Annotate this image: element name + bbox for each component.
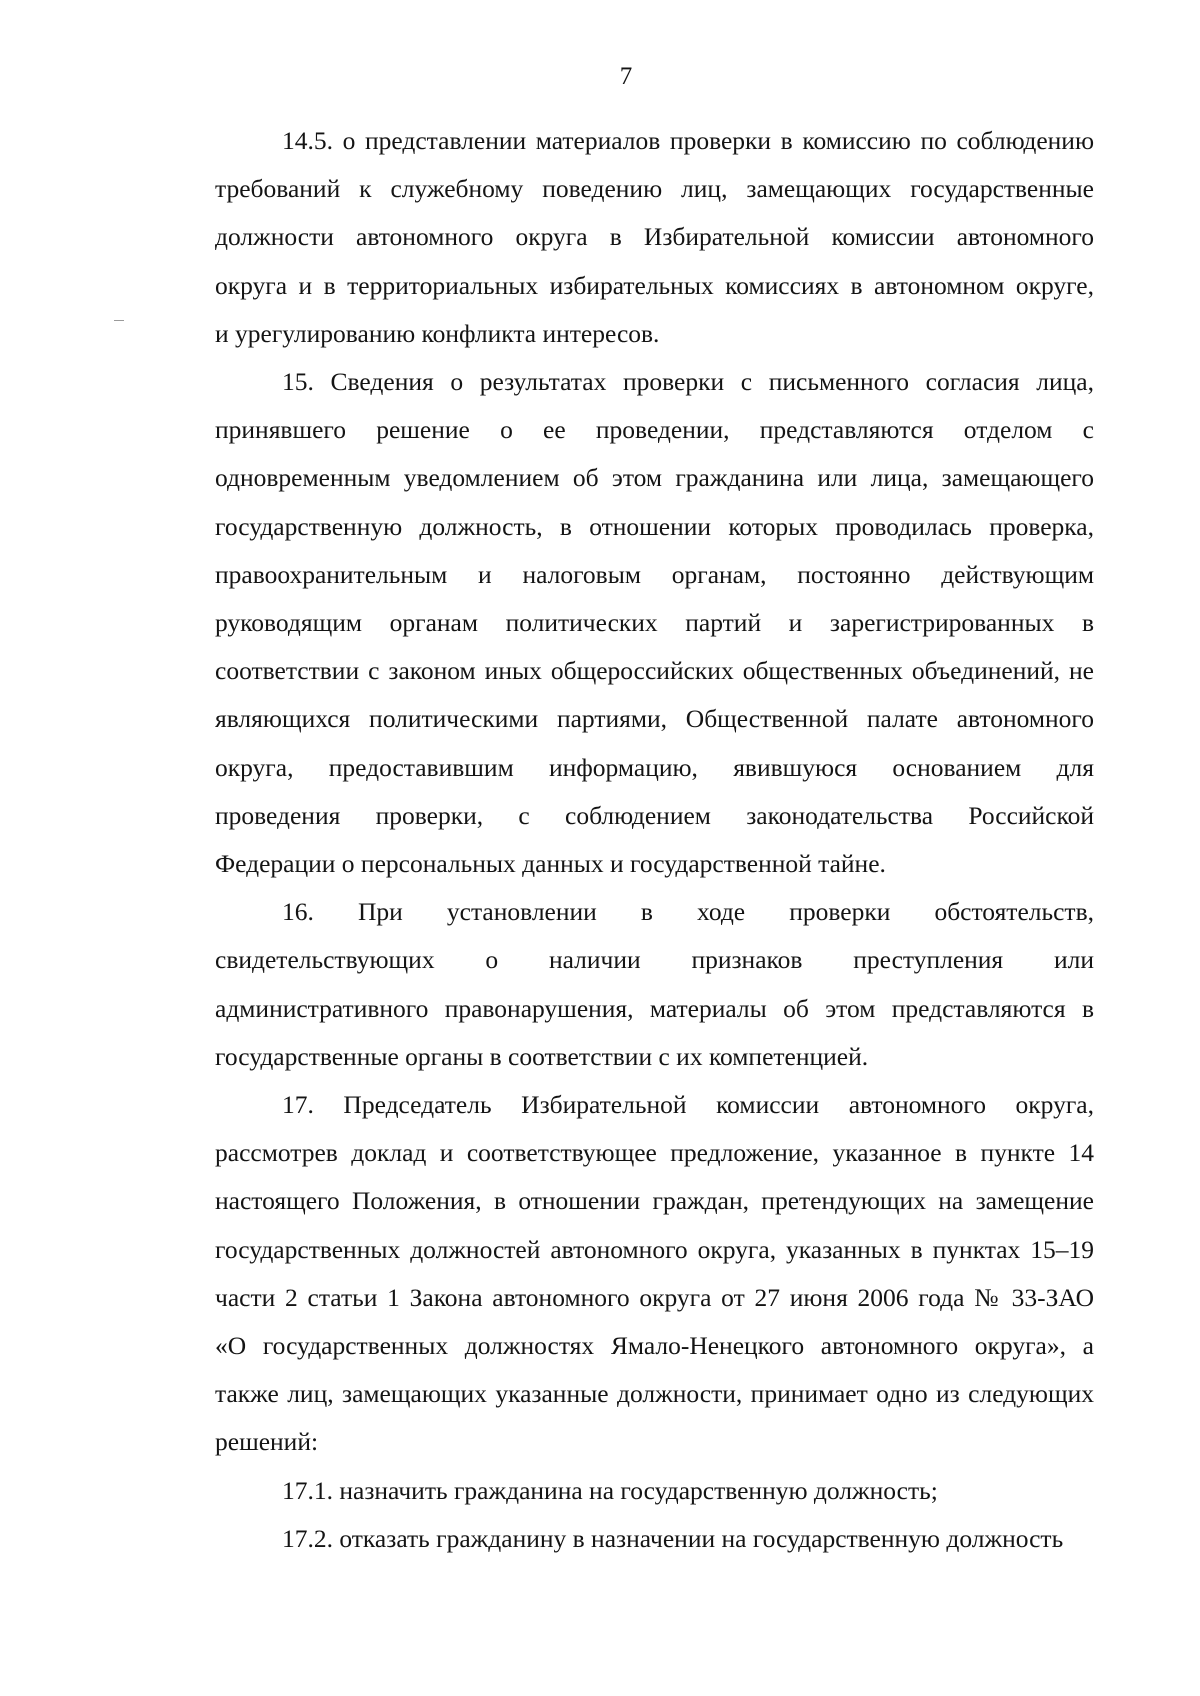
text-line: принявшего решение о ее проведении, представляются отделом с [215, 415, 1094, 445]
text-line: округа, предоставившим информацию, явившуюся основанием для [215, 752, 1094, 782]
text-line: Федерации о персональных данных и государственной тайне. [215, 849, 886, 879]
paragraph-14-5 [148, 117, 1094, 358]
paragraph-15 [148, 358, 1094, 888]
text-line: также лиц, замещающих указанные должности, принимает одно из следующих [215, 1379, 1094, 1409]
paragraph-16 [148, 888, 1094, 1081]
text-line: соответствии с законом иных общероссийских общественных объединений, не [215, 656, 1094, 686]
text-line: 14.5. о представлении материалов проверки в комиссию по соблюдению [282, 126, 1094, 155]
text-line: 17.1. назначить гражданина на государственную должность; [282, 1475, 938, 1505]
document-body [148, 117, 1094, 1563]
text-line: одновременным уведомлением об этом гражданина или лица, замещающего [215, 463, 1094, 493]
text-line: округа и в территориальных избирательных комиссиях в автономном округе, [215, 270, 1094, 300]
paragraph-17-2 [148, 1515, 1094, 1563]
text-line: 15. Сведения о результатах проверки с письменного согласия лица, [282, 367, 1094, 397]
text-line: должности автономного округа в Избирательной комиссии автономного [215, 222, 1094, 252]
text-line: 17. Председатель Избирательной комиссии автономного округа, [282, 1090, 1094, 1120]
text-line: правоохранительным и налоговым органам, постоянно действующим [215, 559, 1094, 589]
paragraph-17 [148, 1081, 1094, 1467]
text-line: руководящим органам политических партий и зарегистрированных в [215, 608, 1094, 638]
text-line: административного правонарушения, материалы об этом представляются в [215, 993, 1094, 1023]
text-line: государственных должностей автономного округа, указанных в пунктах 15–19 [215, 1234, 1094, 1264]
text-line: части 2 статьи 1 Закона автономного округа от 27 июня 2006 года № 33-ЗАО [215, 1282, 1094, 1312]
text-line: свидетельствующих о наличии признаков преступления или [215, 945, 1094, 975]
text-line: решений: [215, 1427, 319, 1457]
paragraph-17-1 [148, 1467, 1094, 1515]
text-line: государственную должность, в отношении которых проводилась проверка, [215, 511, 1094, 541]
margin-mark [114, 320, 124, 321]
text-line: «О государственных должностях Ямало-Ненецкого автономного округа», а [215, 1331, 1094, 1361]
text-line: являющихся политическими партиями, Общественной палате автономного [215, 704, 1094, 734]
text-line: проведения проверки, с соблюдением законодательства Российской [215, 800, 1094, 830]
text-line: и урегулированию конфликта интересов. [215, 318, 660, 348]
text-line: требований к служебному поведению лиц, замещающих государственные [215, 174, 1094, 204]
text-line: рассмотрев доклад и соответствующее предложение, указанное в пункте 14 [215, 1138, 1094, 1168]
page-number: 7 [619, 63, 633, 90]
text-line: настоящего Положения, в отношении граждан, претендующих на замещение [215, 1186, 1094, 1216]
text-line: 17.2. отказать гражданину в назначении на государственную должность [282, 1523, 1064, 1553]
text-line: 16. При установлении в ходе проверки обстоятельств, [282, 897, 1094, 927]
text-line: государственные органы в соответствии с их компетенцией. [215, 1041, 869, 1071]
